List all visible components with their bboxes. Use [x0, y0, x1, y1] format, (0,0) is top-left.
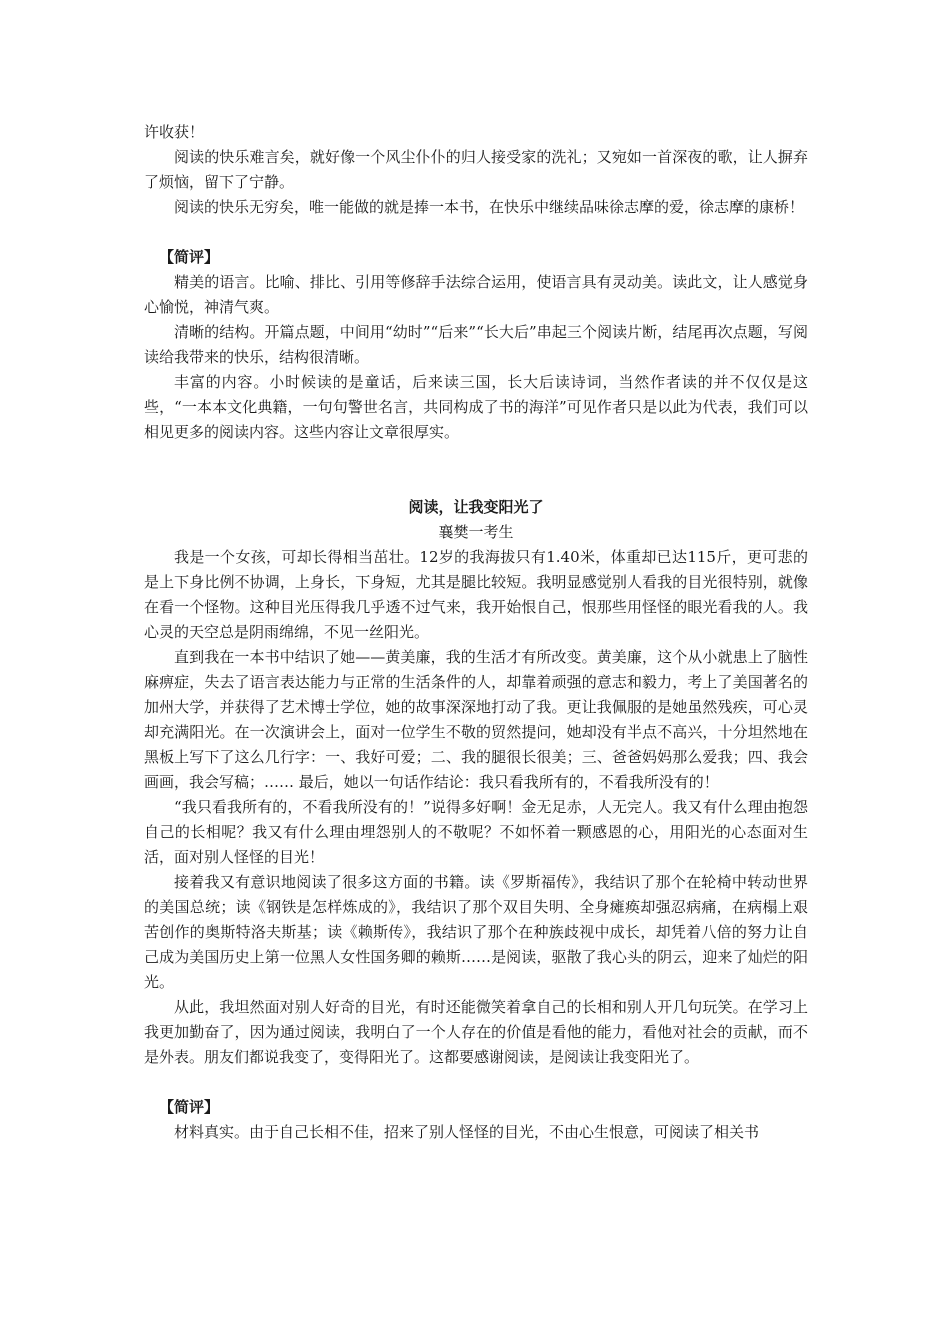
- essay-author: 襄樊一考生: [438, 523, 514, 541]
- review1-paragraph-structure: 清晰的结构。开篇点题，中间用“幼时”“后来”“长大后”串起三个阅读片断，结尾再次点题，写阅读给我带来的快乐，结构很清晰。: [144, 323, 808, 366]
- essay-paragraph-1: 我是一个女孩，可却长得相当茁壮。12岁的我海拔只有1.40米，体重却已达115斤，更可悲的是上下身比例不协调，上身长，下身短，尤其是腿比较短。我明显感觉别人看我的目光很特别，就像在看一个怪物。这种目光压得我几乎透不过气来，我开始恨自己，恨那些用怪怪的眼光看我的人。我心灵的天空总是阴雨绵绵，不见一丝阳光。: [144, 548, 808, 641]
- spacer: [144, 1070, 808, 1095]
- review1-paragraph-language: 精美的语言。比喻、排比、引用等修辞手法综合运用，使语言具有灵动美。读此文，让人感觉身心愉悦，神清气爽。: [144, 273, 808, 316]
- essay-title: 阅读，让我变阳光了: [408, 498, 544, 516]
- essay-paragraph-2: 直到我在一本书中结识了她——黄美廉，我的生活才有所改变。黄美廉，这个从小就患上了脑性麻痹症，失去了语言表达能力与正常的生活条件的人，却靠着顽强的意志和毅力，考上了美国著名的加州大学，并获得了艺术博士学位，她的故事深深地打动了我。更让我佩服的是她虽然残疾，可心灵却充满阳光。在一次演讲会上，面对一位学生不敬的贸然提问，她却没有半点不高兴，十分坦然地在黑板上写下了这么几行字：一、我好可爱；二、我的腿很长很美；三、爸爸妈妈那么爱我；四、我会画画，我会写稿；…… 最后，她以一句话作结论：我只看我所有的，不看我所没有的！: [144, 648, 808, 791]
- document-page: [144, 120, 808, 1145]
- review2-paragraph-material: 材料真实。由于自己长相不佳，招来了别人怪怪的目光，不由心生恨意，可阅读了相关书: [174, 1123, 760, 1141]
- paragraph-joy-hard-to-say: 阅读的快乐难言矣，就好像一个风尘仆仆的归人接受家的洗礼；又宛如一首深夜的歌，让人摒弃了烦恼，留下了宁静。: [144, 148, 808, 191]
- paragraph-continuation: 许收获！: [144, 123, 205, 141]
- essay-paragraph-5: 从此，我坦然面对别人好奇的目光，有时还能微笑着拿自己的长相和别人开几句玩笑。在学习上我更加勤奋了，因为通过阅读，我明白了一个人存在的价值是看他的能力，看他对社会的贡献，而不是外表。朋友们都说我变了，变得阳光了。这都要感谢阅读，是阅读让我变阳光了。: [144, 998, 808, 1066]
- review-heading-1: 【简评】: [159, 248, 220, 266]
- spacer: [144, 220, 808, 245]
- paragraph-joy-endless: 阅读的快乐无穷矣，唯一能做的就是捧一本书，在快乐中继续品味徐志摩的爱，徐志摩的康桥！: [174, 198, 805, 216]
- review-heading-2: 【简评】: [159, 1098, 220, 1116]
- essay-paragraph-4: 接着我又有意识地阅读了很多这方面的书籍。读《罗斯福传》，我结识了那个在轮椅中转动世界的美国总统；读《钢铁是怎样炼成的》，我结识了那个双目失明、全身瘫痪却强忍病痛，在病榻上艰苦创作的奥斯特洛夫斯基；读《赖斯传》，我结识了那个在种族歧视中成长，却凭着八倍的努力让自己成为美国历史上第一位黑人女性国务卿的赖斯……是阅读，驱散了我心头的阴云，迎来了灿烂的阳光。: [144, 873, 808, 991]
- review1-paragraph-content: 丰富的内容。小时候读的是童话，后来读三国，长大后读诗词，当然作者读的并不仅仅是这些，“一本本文化典籍，一句句警世名言，共同构成了书的海洋”可见作者只是以此为代表，我们可以相见更多的阅读内容。这些内容让文章很厚实。: [144, 373, 808, 441]
- essay-paragraph-3: “我只看我所有的，不看我所没有的！”说得多好啊！金无足赤，人无完人。我又有什么理由抱怨自己的长相呢？我又有什么理由埋怨别人的不敬呢？不如怀着一颗感恩的心，用阳光的心态面对生活，面对别人怪怪的目光！: [144, 798, 808, 866]
- spacer: [144, 445, 808, 495]
